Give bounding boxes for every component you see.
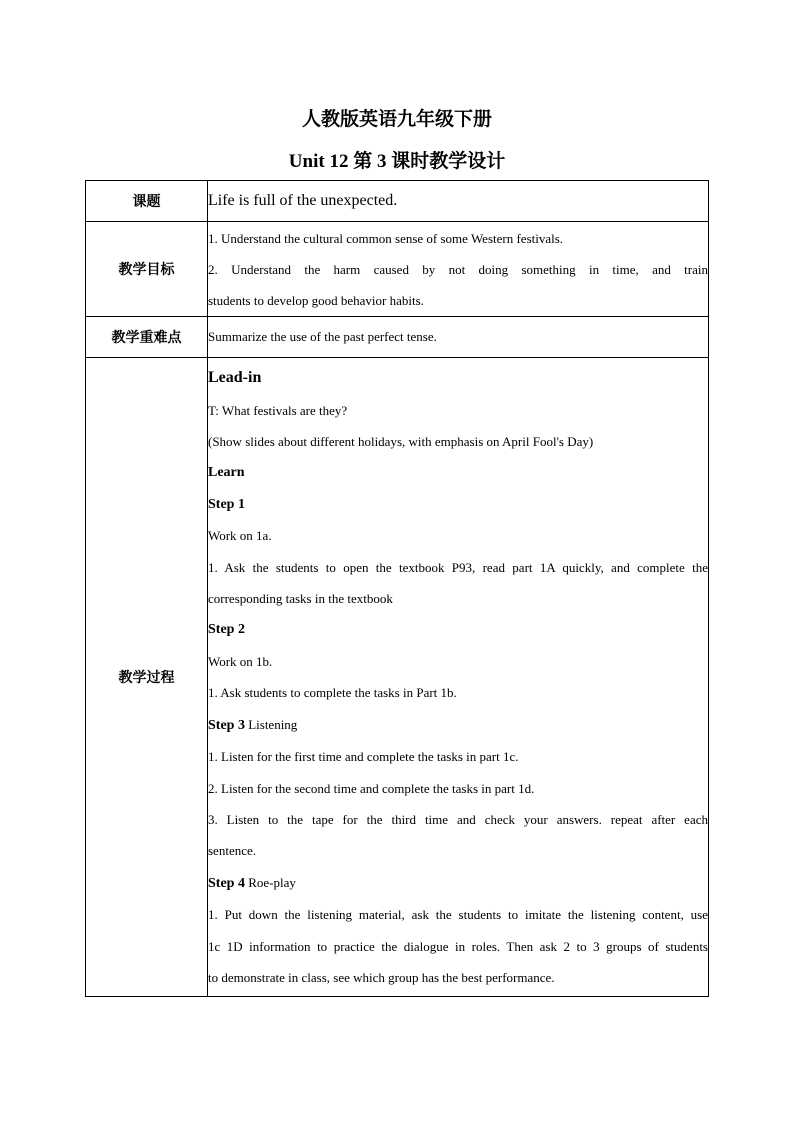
goals-cell <box>208 222 709 317</box>
step4-task-line-2: 1c 1D information to practice the dialogue in roles. Then ask 2 to 3 groups of students <box>208 938 708 954</box>
step1-task-line-2: corresponding tasks in the textbook <box>208 591 393 607</box>
step4-number: Step 4 <box>208 875 245 891</box>
step1-task-line-1: 1. Ask the students to open the textbook P93, read part 1A quickly, and complete the <box>208 559 708 575</box>
goal-line-2: 2. Understand the harm caused by not doing something in time, and train <box>208 261 708 277</box>
topic-value: Life is full of the unexpected. <box>208 192 398 209</box>
step3-task-3-line-1: 3. Listen to the tape for the third time and check your answers. repeat after each <box>208 811 708 827</box>
process-cell <box>208 358 709 997</box>
key-points-value: Summarize the use of the past perfect tense. <box>208 317 709 358</box>
document-title: 人教版英语九年级下册 <box>301 109 492 130</box>
process-row <box>86 358 709 997</box>
goal-line-3: students to develop good behavior habits. <box>208 292 424 308</box>
step3-task-3-line-2: sentence. <box>208 843 257 859</box>
topic-row <box>86 181 709 222</box>
key-points-row <box>86 317 709 358</box>
step1-heading: Step 1 <box>208 496 245 512</box>
topic-cell <box>208 181 709 222</box>
step3-title: Listening <box>244 716 298 732</box>
step2-work: Work on 1b. <box>208 653 273 669</box>
step4-heading <box>208 867 708 899</box>
topic-label: 课题 <box>86 181 208 222</box>
step2-heading: Step 2 <box>208 622 245 638</box>
step3-number: Step 3 <box>208 717 245 733</box>
step4-title: Roe-play <box>244 874 296 890</box>
learn-heading: Learn <box>208 465 245 481</box>
step3-task-1: 1. Listen for the first time and complete the tasks in part 1c. <box>208 749 519 765</box>
step3-heading <box>208 709 708 741</box>
goal-line-1: 1. Understand the cultural common sense of some Western festivals. <box>208 230 564 246</box>
lead-in-note: (Show slides about different holidays, with emphasis on April Fool's Day) <box>208 434 594 450</box>
step3-task-2: 2. Listen for the second time and complete the tasks in part 1d. <box>208 780 535 796</box>
step4-task-line-3: to demonstrate in class, see which group has the best performance. <box>208 969 555 985</box>
lesson-plan-table <box>85 180 709 997</box>
step2-task: 1. Ask students to complete the tasks in Part 1b. <box>208 685 457 701</box>
lead-in-heading: Lead-in <box>208 368 262 386</box>
goals-label: 教学目标 <box>86 222 208 317</box>
goals-row <box>86 222 709 317</box>
document-subtitle: Unit 12 第 3 课时教学设计 <box>288 151 506 172</box>
lead-in-question: T: What festivals are they? <box>208 402 348 418</box>
step1-work: Work on 1a. <box>208 528 272 544</box>
process-label: 教学过程 <box>86 358 208 997</box>
key-points-label: 教学重难点 <box>86 317 208 358</box>
step4-task-line-1: 1. Put down the listening material, ask the students to imitate the listening content, use <box>208 907 708 923</box>
